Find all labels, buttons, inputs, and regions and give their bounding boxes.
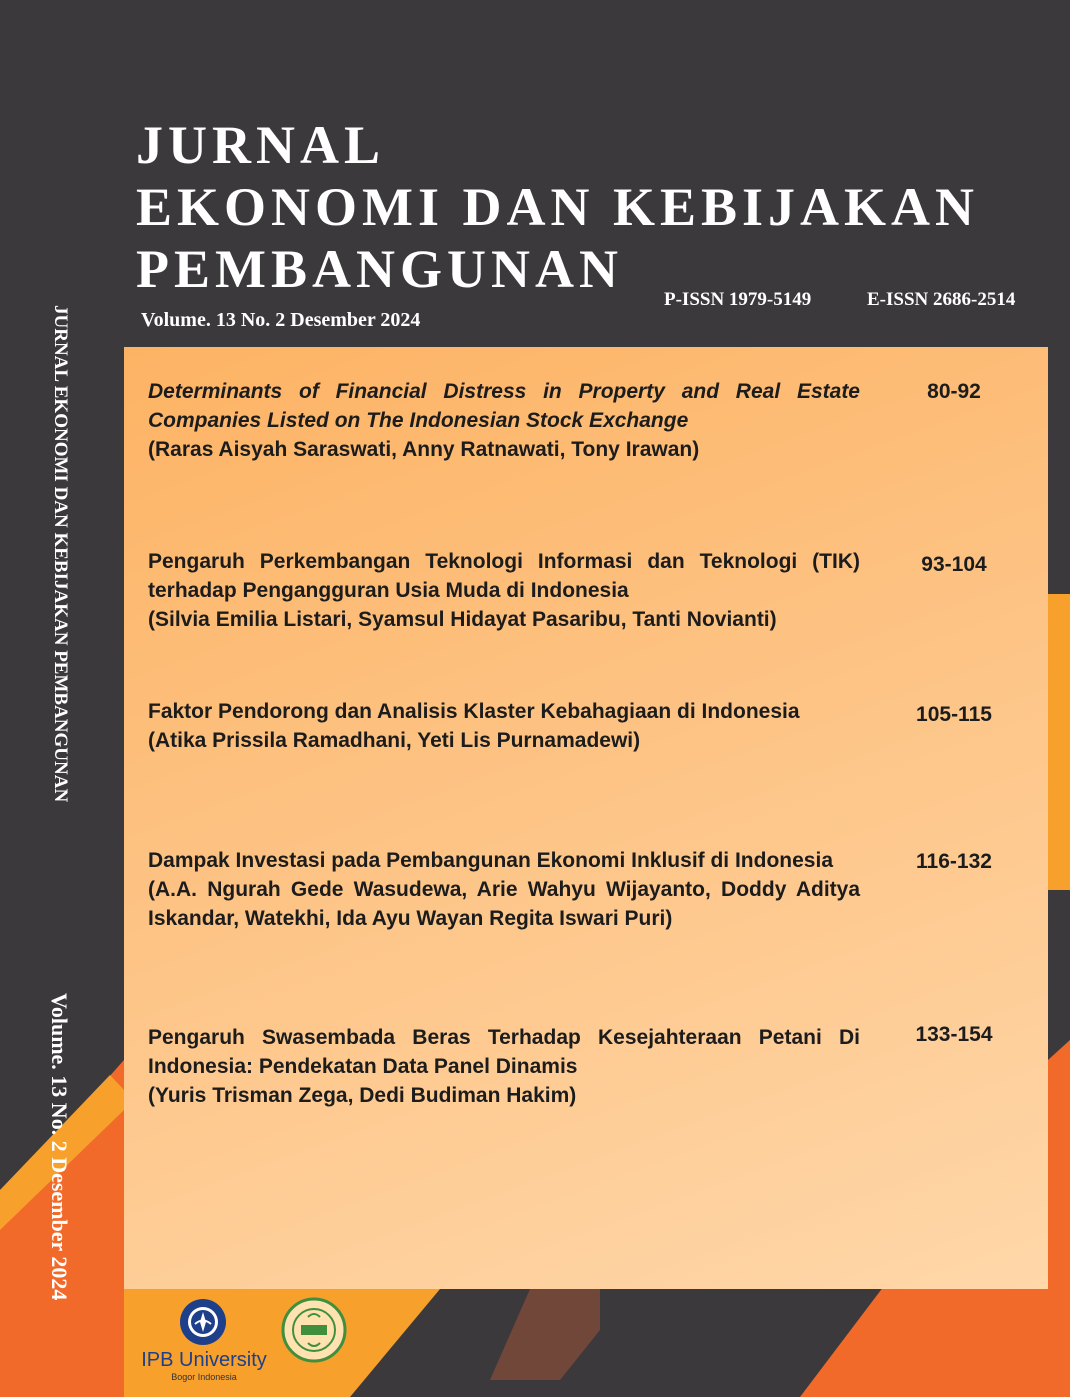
article-pages: 116-132 bbox=[916, 850, 992, 873]
table-of-contents-panel bbox=[124, 347, 1048, 1289]
spine bbox=[47, 305, 72, 1345]
ipb-logo-text: IPB University bbox=[141, 1349, 267, 1371]
article-title: Dampak Investasi pada Pembangunan Ekonomi Inklusif di Indonesia bbox=[148, 849, 833, 872]
spine-volume: Volume. 13 No. 2 Desember 2024 bbox=[47, 993, 72, 1301]
ipb-location-text: Bogor Indonesia bbox=[171, 1372, 237, 1382]
article-entry bbox=[148, 377, 860, 464]
journal-title-line-1: JURNAL bbox=[136, 115, 386, 175]
article-title: Determinants of Financial Distress in Property and Real Estate Companies Listed on The Indonesian Stock Exchange bbox=[148, 380, 860, 432]
perhepi-logo-icon bbox=[281, 1297, 347, 1363]
e-issn: E-ISSN 2686-2514 bbox=[867, 289, 1016, 310]
volume-info: Volume. 13 No. 2 Desember 2024 bbox=[141, 309, 421, 331]
article-title: Faktor Pendorong dan Analisis Klaster Kebahagiaan di Indonesia bbox=[148, 700, 800, 723]
article-entry bbox=[148, 1023, 860, 1110]
p-issn: P-ISSN 1979-5149 bbox=[664, 289, 812, 310]
article-title: Pengaruh Swasembada Beras Terhadap Kesejahteraan Petani Di Indonesia: Pendekatan Data Panel Dinamis bbox=[148, 1026, 860, 1078]
article-entry bbox=[148, 697, 860, 755]
journal-title-line-3: PEMBANGUNAN bbox=[136, 239, 623, 299]
article-authors: (A.A. Ngurah Gede Wasudewa, Arie Wahyu Wijayanto, Doddy Aditya Iskandar, Watekhi, Ida Ayu Wayan Regita Iswari Puri) bbox=[148, 878, 860, 930]
ipb-seal-icon bbox=[178, 1297, 228, 1347]
article-entry bbox=[148, 846, 860, 933]
journal-title bbox=[136, 114, 979, 300]
article-pages: 105-115 bbox=[916, 703, 992, 726]
article-entry bbox=[148, 547, 860, 634]
article-authors: (Raras Aisyah Saraswati, Anny Ratnawati, Tony Irawan) bbox=[148, 438, 700, 461]
article-pages: 133-154 bbox=[915, 1023, 993, 1046]
article-pages: 80-92 bbox=[927, 380, 981, 403]
article-authors: (Silvia Emilia Listari, Syamsul Hidayat Pasaribu, Tanti Novianti) bbox=[148, 608, 777, 631]
article-title: Pengaruh Perkembangan Teknologi Informasi dan Teknologi (TIK) terhadap Pengangguran Usia Muda di Indonesia bbox=[148, 550, 860, 602]
article-authors: (Atika Prissila Ramadhani, Yeti Lis Purnamadewi) bbox=[148, 729, 641, 752]
article-authors: (Yuris Trisman Zega, Dedi Budiman Hakim) bbox=[148, 1084, 577, 1107]
spine-title: JURNAL EKONOMI DAN KEBIJAKAN PEMBANGUNAN bbox=[50, 305, 71, 803]
article-pages: 93-104 bbox=[921, 553, 987, 576]
journal-title-line-2: EKONOMI DAN KEBIJAKAN bbox=[136, 177, 980, 237]
